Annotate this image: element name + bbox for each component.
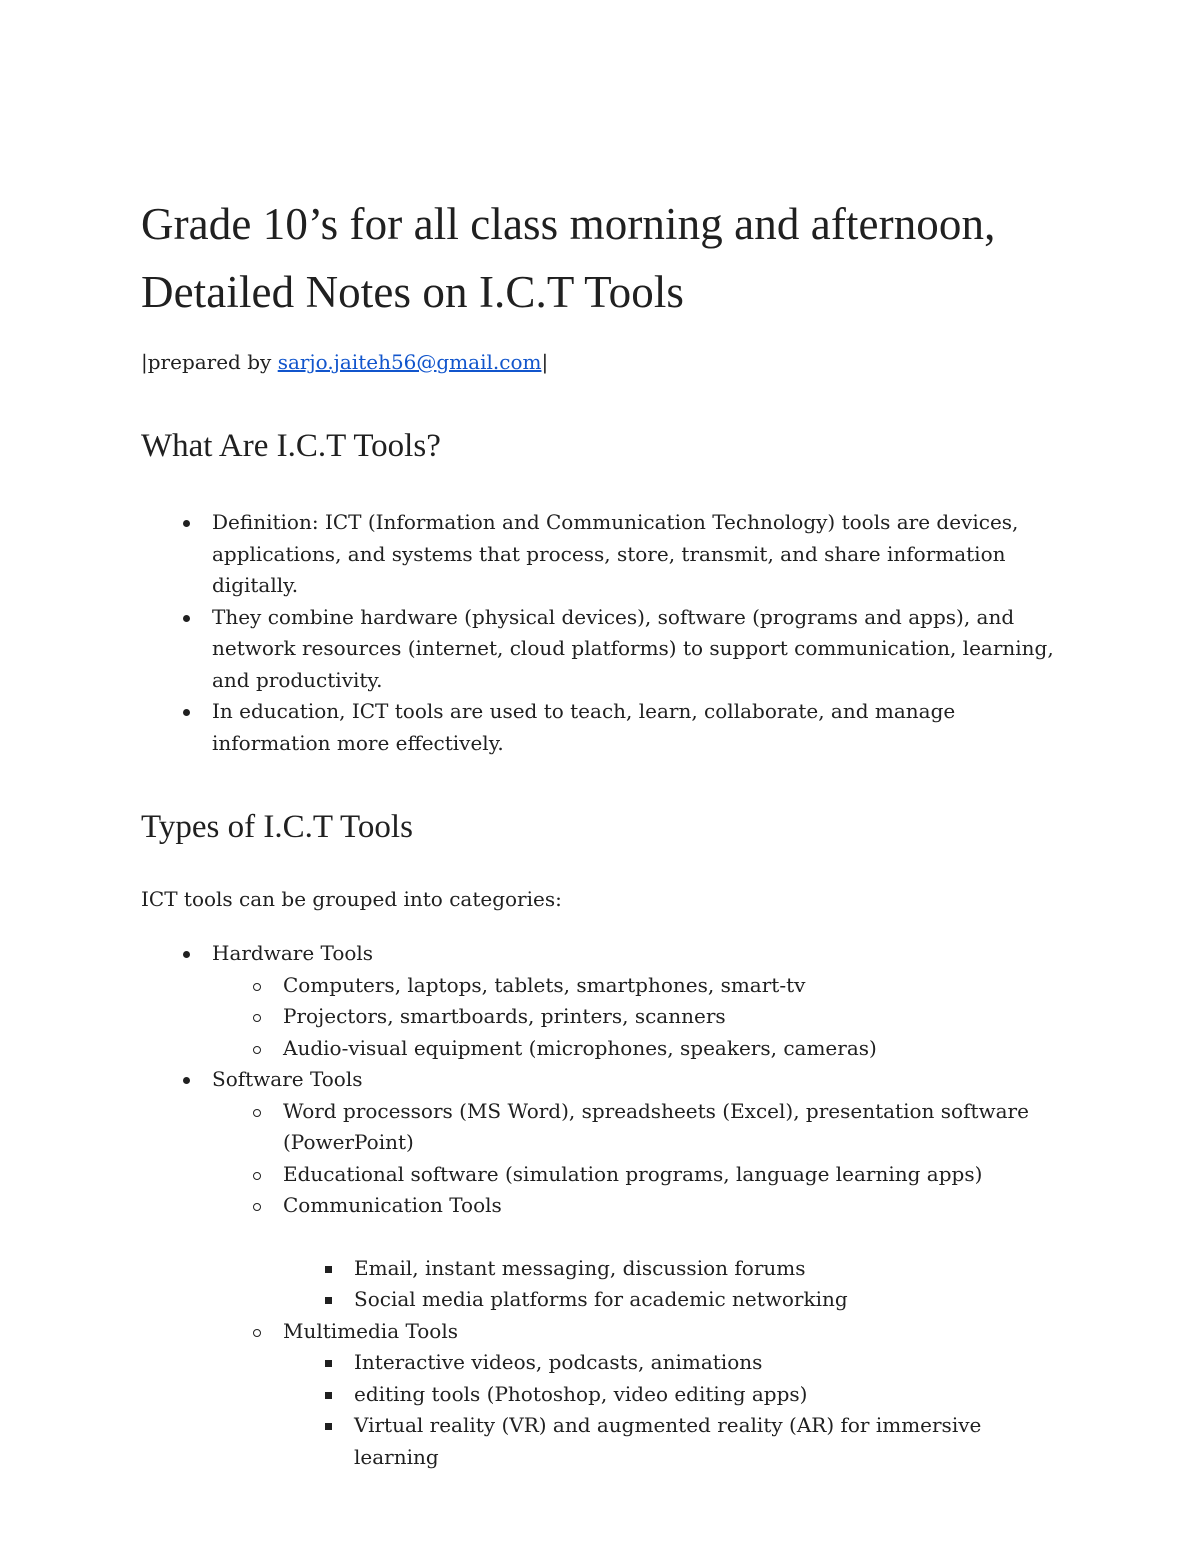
list-item-multimedia-tools: Multimedia Tools Interactive videos, podcasts, animations editing tools (Photoshop, video editing apps) Virtual reality (VR) and augmented reality (AR) for immersive learning bbox=[212, 1316, 1071, 1474]
definition-list bbox=[141, 507, 1071, 759]
list-item: Audio-visual equipment (microphones, speakers, cameras) bbox=[283, 1035, 877, 1060]
software-sublist bbox=[212, 1096, 1071, 1474]
list-item-communication-tools: Communication Tools Email, instant messaging, discussion forums Social media platforms for academic networking bbox=[212, 1190, 1071, 1316]
list-item-software-tools: Software Tools Word processors (MS Word), spreadsheets (Excel), presentation software (PowerPoint) Educational software (simulation programs, language learning apps) Communication Tools Email, instant messaging, discussion forums Social media platforms for academic networking Multimedia Tools Interactive videos, podcasts, animations editing tools (Photoshop, video editing apps) Virtual reality (VR) and augmented reality (AR) for immersive learning bbox=[141, 1064, 1071, 1473]
list-item: Word processors (MS Word), spreadsheets (Excel), presentation software (PowerPoint) bbox=[283, 1098, 1029, 1154]
blank-line bbox=[283, 1222, 1071, 1253]
list-item: editing tools (Photoshop, video editing apps) bbox=[354, 1381, 808, 1406]
author-email-link[interactable]: sarjo.jaiteh56@gmail.com bbox=[277, 350, 542, 374]
list-item: In education, ICT tools are used to teach, learn, collaborate, and manage information more effectively. bbox=[212, 699, 956, 755]
list-item: Computers, laptops, tablets, smartphones, smart-tv bbox=[283, 972, 806, 997]
list-item: Projectors, smartboards, printers, scanners bbox=[283, 1004, 726, 1028]
document-title: Grade 10’s for all class morning and afternoon, Detailed Notes on I.C.T Tools bbox=[141, 199, 996, 317]
list-item: Social media platforms for academic networking bbox=[354, 1287, 848, 1311]
list-item: Definition: ICT (Information and Communication Technology) tools are devices, applications, and systems that process, store, transmit, and share information digitally. bbox=[212, 510, 1019, 597]
list-item: Interactive videos, podcasts, animations bbox=[354, 1350, 763, 1374]
categories-intro: ICT tools can be grouped into categories: bbox=[141, 887, 562, 911]
byline-prefix: |prepared by bbox=[141, 350, 278, 374]
multimedia-sublist bbox=[283, 1347, 1071, 1473]
section-heading-types-of-ict-tools: Types of I.C.T Tools bbox=[141, 809, 413, 845]
byline-suffix: | bbox=[541, 350, 549, 374]
list-item: Email, instant messaging, discussion forums bbox=[354, 1255, 806, 1280]
author-byline bbox=[141, 348, 1071, 376]
list-item: Virtual reality (VR) and augmented reality (AR) for immersive learning bbox=[354, 1413, 982, 1469]
categories-list bbox=[141, 938, 1071, 1473]
communication-sublist bbox=[283, 1253, 1071, 1316]
hardware-sublist bbox=[212, 970, 1071, 1065]
document-page bbox=[141, 190, 1071, 1473]
section-heading-what-are-ict-tools: What Are I.C.T Tools? bbox=[141, 428, 441, 464]
list-item-hardware-tools: Hardware Tools Computers, laptops, tablets, smartphones, smart-tv Projectors, smartboards, printers, scanners Audio-visual equipment (microphones, speakers, cameras) bbox=[141, 938, 1071, 1064]
list-item: They combine hardware (physical devices), software (programs and apps), and network resources (internet, cloud platforms) to support communication, learning, and productivity. bbox=[212, 604, 1054, 692]
list-item: Educational software (simulation programs, language learning apps) bbox=[283, 1161, 983, 1186]
